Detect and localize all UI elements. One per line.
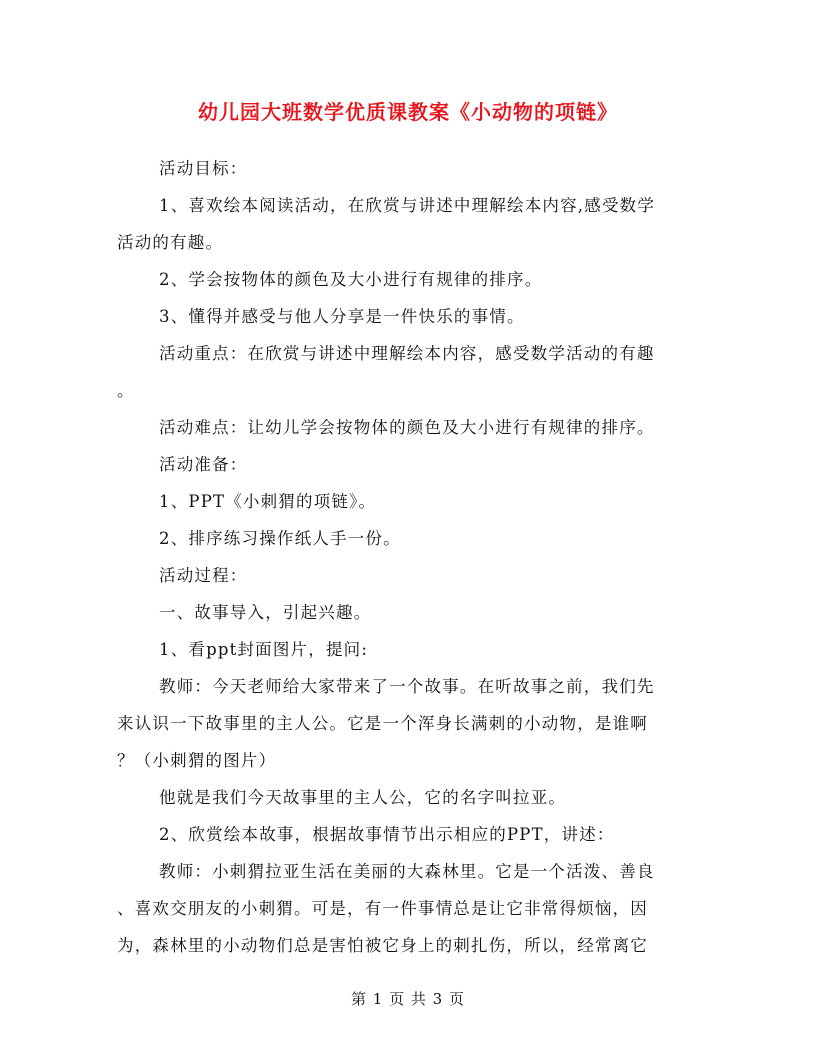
paragraph-line: 2、欣赏绘本故事，根据故事情节出示相应的PPT，讲述： (159, 825, 615, 844)
paragraph-line: 3、懂得并感受与他人分享是一件快乐的事情。 (159, 307, 525, 326)
paragraph-line: ？（小刺猬的图片） (117, 751, 277, 770)
paragraph-line: 教师：今天老师给大家带来了一个故事。在听故事之前，我们先 (159, 677, 655, 696)
paragraph-line: 1、PPT《小刺猬的项链》。 (159, 492, 377, 511)
paragraph-line: 、喜欢交朋友的小刺猬。可是，有一件事情总是让它非常得烦恼，因 (117, 899, 648, 918)
paragraph-line: 活动的有趣。 (117, 233, 224, 252)
paragraph-line: 活动过程： (159, 566, 248, 585)
page-footer: 第 1 页 共 3 页 (351, 990, 465, 1008)
paragraph-line: 2、学会按物体的颜色及大小进行有规律的排序。 (159, 270, 543, 289)
paragraph-line: 2、排序练习操作纸人手一份。 (159, 529, 401, 548)
paragraph-line: 一、故事导入，引起兴趣。 (159, 603, 372, 622)
page-title: 幼儿园大班数学优质课教案《小动物的项链》 (198, 100, 618, 124)
document-body (117, 150, 697, 964)
paragraph-line: 1、喜欢绘本阅读活动，在欣赏与讲述中理解绘本内容,感受数学 (159, 196, 656, 215)
paragraph-line: 教师：小刺猬拉亚生活在美丽的大森林里。它是一个活泼、善良 (159, 862, 655, 881)
paragraph-line: 为，森林里的小动物们总是害怕被它身上的刺扎伤，所以，经常离它 (117, 936, 648, 955)
paragraph-line: 来认识一下故事里的主人公。它是一个浑身长满刺的小动物，是谁啊 (117, 714, 648, 733)
paragraph-line: 。 (117, 381, 135, 400)
paragraph-line: 活动难点：让幼儿学会按物体的颜色及大小进行有规律的排序。 (159, 418, 655, 437)
paragraph-line: 1、看ppt封面图片，提问: (159, 640, 369, 659)
paragraph-line: 活动目标： (159, 159, 248, 178)
paragraph-line: 活动重点：在欣赏与讲述中理解绘本内容，感受数学活动的有趣 (159, 344, 655, 363)
paragraph-line: 活动准备： (159, 455, 248, 474)
paragraph-line: 他就是我们今天故事里的主人公，它的名字叫拉亚。 (159, 788, 567, 807)
